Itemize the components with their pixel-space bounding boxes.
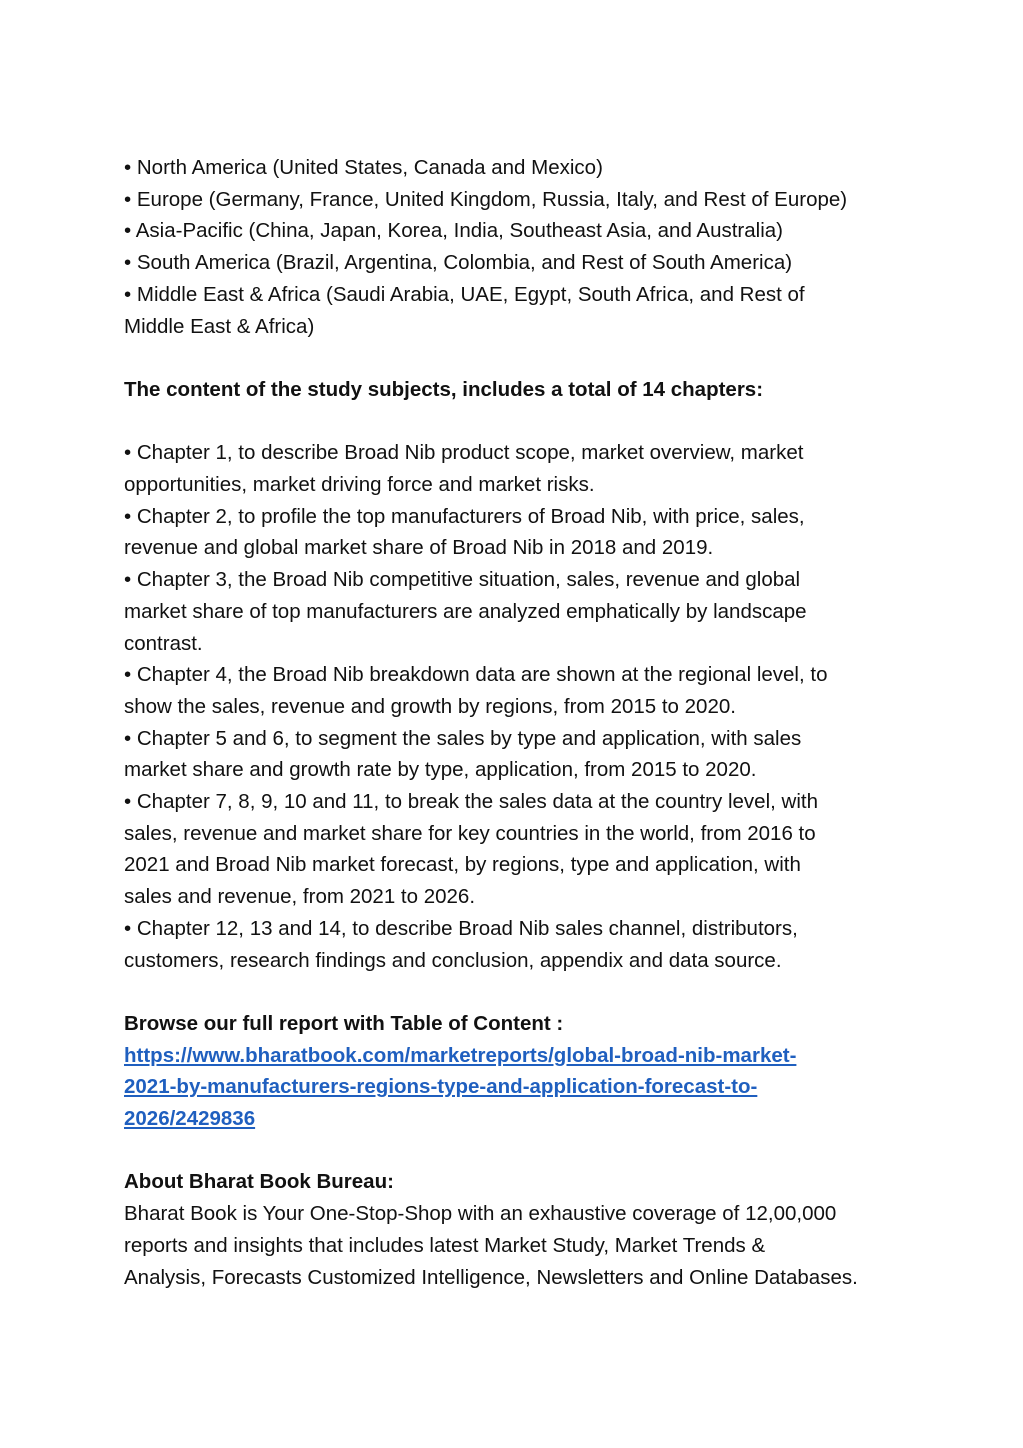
chapter-line: • Chapter 7, 8, 9, 10 and 11, to break the sales data at the country level, with — [124, 790, 818, 814]
chapter-line: opportunities, market driving force and market risks. — [124, 473, 595, 496]
chapter-line: 2021 and Broad Nib market forecast, by regions, type and application, with — [124, 853, 801, 877]
about-heading: About Bharat Book Bureau: — [124, 1170, 394, 1194]
about-line: Bharat Book is Your One-Stop-Shop with an exhaustive coverage of 12,00,000 — [124, 1202, 837, 1226]
region-item: • Middle East & Africa (Saudi Arabia, UAE, Egypt, South Africa, and Rest of — [124, 282, 805, 306]
chapter-line: • Chapter 5 and 6, to segment the sales by type and application, with sales — [124, 726, 802, 750]
document-page — [124, 152, 914, 1293]
report-link-line[interactable]: 2021-by-manufacturers-regions-type-and-application-forecast-to- — [124, 1075, 758, 1099]
chapters-heading: The content of the study subjects, includes a total of 14 chapters: — [124, 377, 764, 401]
chapter-line: • Chapter 4, the Broad Nib breakdown data are shown at the regional level, to — [124, 663, 828, 687]
chapter-line: show the sales, revenue and growth by regions, from 2015 to 2020. — [124, 694, 736, 718]
about-paragraph — [124, 1198, 914, 1293]
chapter-line: sales and revenue, from 2021 to 2026. — [124, 885, 476, 909]
spacer — [124, 1135, 914, 1167]
region-item: • North America (United States, Canada and Mexico) — [124, 156, 603, 179]
chapter-line: sales, revenue and market share for key countries in the world, from 2016 to — [124, 821, 816, 845]
report-link-line[interactable]: 2026/2429836 — [124, 1107, 256, 1131]
report-link-line[interactable]: https://www.bharatbook.com/marketreports/global-broad-nib-market- — [124, 1043, 797, 1067]
region-item: • South America (Brazil, Argentina, Colombia, and Rest of South America) — [124, 251, 793, 275]
region-item: • Europe (Germany, France, United Kingdom, Russia, Italy, and Rest of Europe) — [124, 187, 848, 211]
chapters-list — [124, 437, 914, 976]
spacer — [124, 342, 914, 374]
region-item: • Asia-Pacific (China, Japan, Korea, India, Southeast Asia, and Australia) — [124, 219, 783, 243]
spacer — [124, 406, 914, 438]
region-item-continued: Middle East & Africa) — [124, 314, 315, 338]
chapter-line: • Chapter 1, to describe Broad Nib product scope, market overview, market — [124, 441, 804, 465]
report-link[interactable] — [124, 1040, 914, 1135]
chapter-line: • Chapter 12, 13 and 14, to describe Broad Nib sales channel, distributors, — [124, 916, 798, 940]
browse-heading: Browse our full report with Table of Content : — [124, 1011, 564, 1035]
chapter-line: customers, research findings and conclusion, appendix and data source. — [124, 948, 782, 972]
about-line: reports and insights that includes latest Market Study, Market Trends & — [124, 1233, 766, 1257]
regions-list — [124, 152, 914, 342]
spacer — [124, 976, 914, 1008]
chapter-line: market share of top manufacturers are analyzed emphatically by landscape — [124, 599, 807, 623]
chapter-line: contrast. — [124, 631, 203, 655]
chapter-line: market share and growth rate by type, application, from 2015 to 2020. — [124, 758, 757, 782]
chapter-line: • Chapter 2, to profile the top manufacturers of Broad Nib, with price, sales, — [124, 504, 805, 528]
about-line: Analysis, Forecasts Customized Intelligence, Newsletters and Online Databases. — [124, 1265, 858, 1289]
chapter-line: • Chapter 3, the Broad Nib competitive situation, sales, revenue and global — [124, 568, 801, 592]
chapter-line: revenue and global market share of Broad Nib in 2018 and 2019. — [124, 536, 714, 560]
